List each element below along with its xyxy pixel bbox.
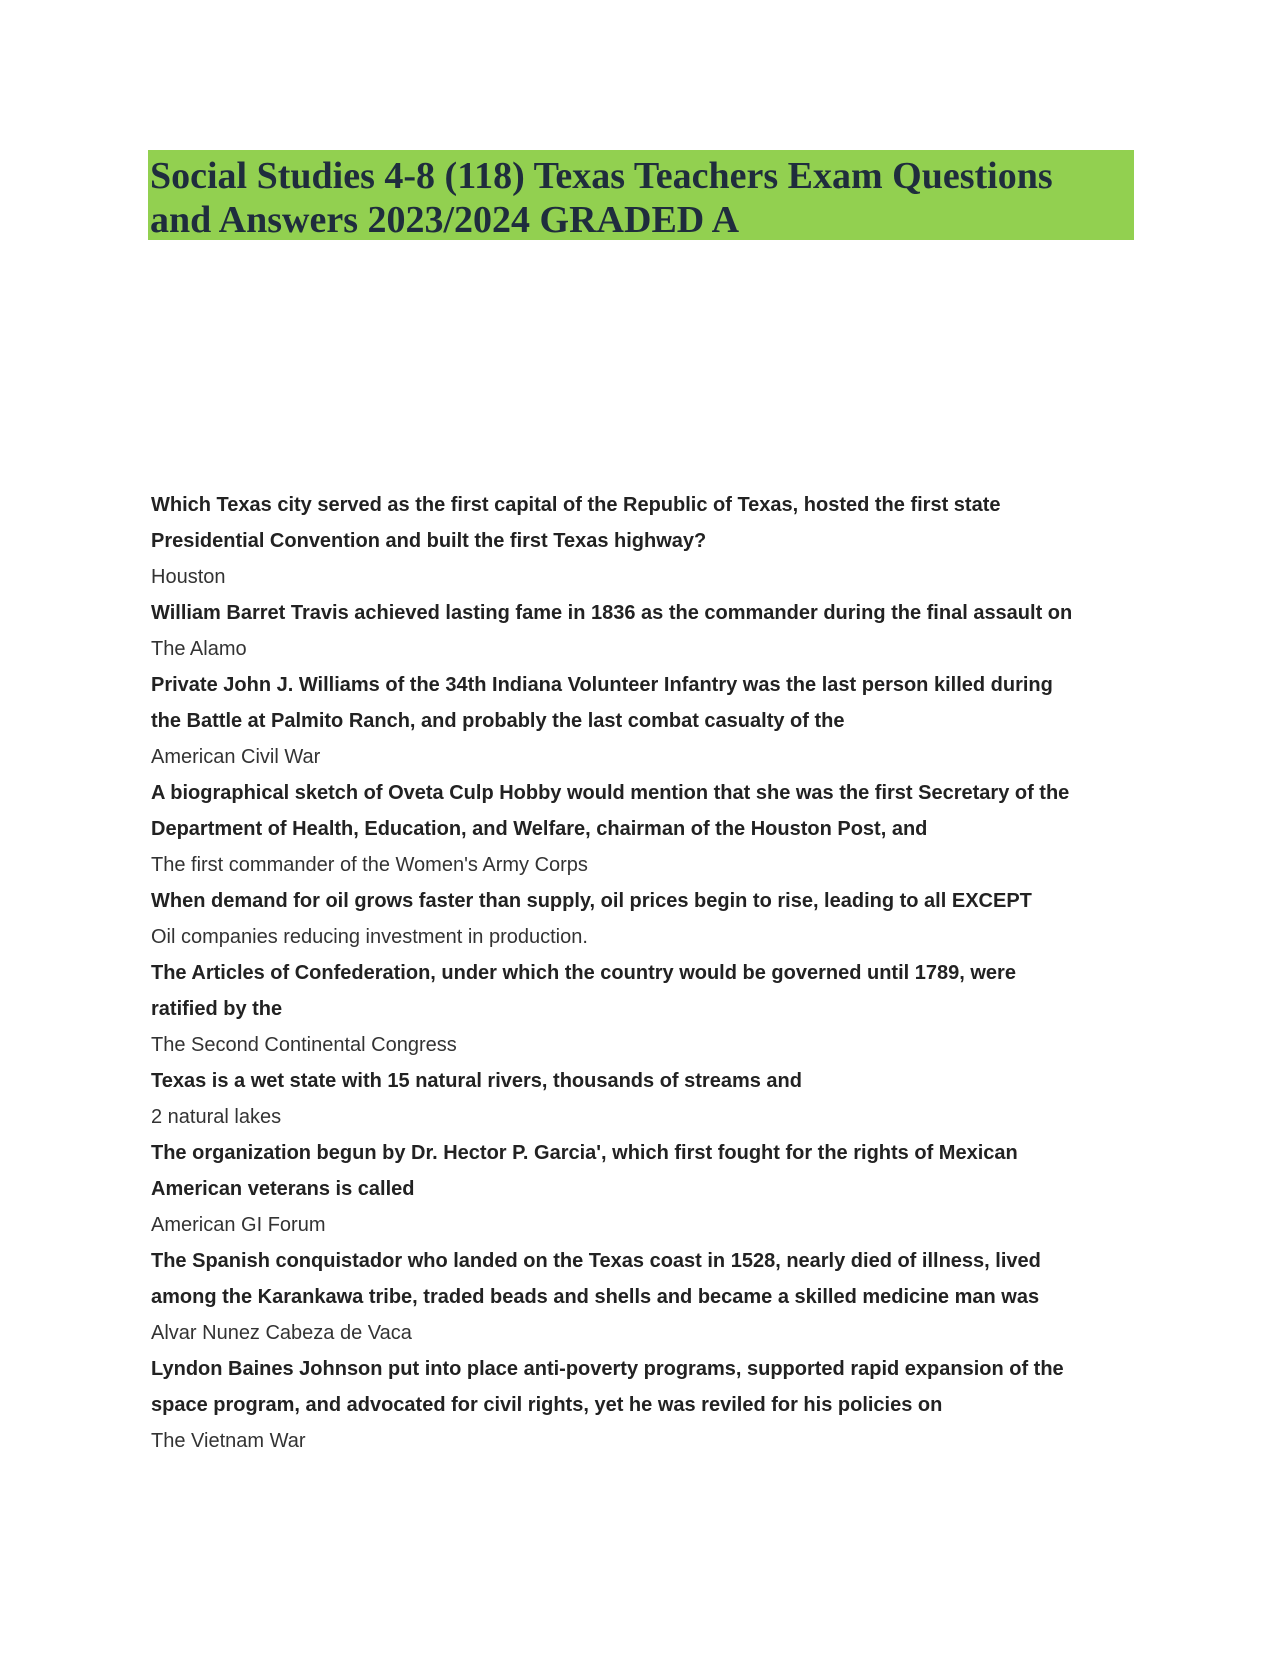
question-line: The organization begun by Dr. Hector P. Garcia', which first fought for the rights of Mexican bbox=[151, 1142, 1018, 1164]
qa-item-10 bbox=[151, 1351, 1131, 1459]
question-line: Texas is a wet state with 15 natural rivers, thousands of streams and bbox=[151, 1070, 802, 1092]
qa-item-5 bbox=[151, 883, 1131, 955]
question-line: Department of Health, Education, and Welfare, chairman of the Houston Post, and bbox=[151, 818, 928, 840]
question-line: among the Karankawa tribe, traded beads and shells and became a skilled medicine man was bbox=[151, 1286, 1040, 1308]
question-line: When demand for oil grows faster than supply, oil prices begin to rise, leading to all EXCEPT bbox=[151, 890, 1032, 912]
qa-item-6 bbox=[151, 955, 1131, 1063]
qa-item-1 bbox=[151, 487, 1131, 595]
answer-text: The Second Continental Congress bbox=[151, 1034, 457, 1056]
question-line: A biographical sketch of Oveta Culp Hobby would mention that she was the first Secretary of the bbox=[151, 782, 1070, 804]
question-line: Which Texas city served as the first capital of the Republic of Texas, hosted the first state bbox=[151, 494, 1001, 516]
question-line: the Battle at Palmito Ranch, and probably the last combat casualty of the bbox=[151, 710, 845, 732]
answer-text: American Civil War bbox=[151, 746, 321, 768]
question-line: Presidential Convention and built the first Texas highway? bbox=[151, 530, 707, 552]
qa-item-8 bbox=[151, 1135, 1131, 1243]
answer-text: Oil companies reducing investment in production. bbox=[151, 926, 588, 948]
question-line: William Barret Travis achieved lasting fame in 1836 as the commander during the final assault on bbox=[151, 602, 1073, 624]
question-line: The Articles of Confederation, under which the country would be governed until 1789, were bbox=[151, 962, 1016, 984]
question-line: American veterans is called bbox=[151, 1178, 415, 1200]
answer-text: Alvar Nunez Cabeza de Vaca bbox=[151, 1322, 412, 1344]
title-line-1: Social Studies 4-8 (118) Texas Teachers Exam Questions bbox=[150, 155, 1053, 197]
question-line: ratified by the bbox=[151, 998, 283, 1020]
qa-item-2 bbox=[151, 595, 1131, 667]
title-line-2: and Answers 2023/2024 GRADED A bbox=[150, 199, 740, 241]
qa-item-3 bbox=[151, 667, 1131, 775]
answer-text: The Vietnam War bbox=[151, 1430, 306, 1452]
question-line: Lyndon Baines Johnson put into place anti-poverty programs, supported rapid expansion of the bbox=[151, 1358, 1064, 1380]
question-line: Private John J. Williams of the 34th Indiana Volunteer Infantry was the last person killed during bbox=[151, 674, 1053, 696]
document-title bbox=[148, 150, 1134, 240]
answer-text: The Alamo bbox=[151, 638, 247, 660]
qa-list bbox=[151, 487, 1131, 1459]
qa-item-7 bbox=[151, 1063, 1131, 1135]
question-line: The Spanish conquistador who landed on the Texas coast in 1528, nearly died of illness, lived bbox=[151, 1250, 1041, 1272]
qa-item-9 bbox=[151, 1243, 1131, 1351]
qa-item-4 bbox=[151, 775, 1131, 883]
answer-text: 2 natural lakes bbox=[151, 1106, 282, 1128]
answer-text: The first commander of the Women's Army Corps bbox=[151, 854, 588, 876]
answer-text: Houston bbox=[151, 566, 226, 588]
question-line: space program, and advocated for civil rights, yet he was reviled for his policies on bbox=[151, 1394, 943, 1416]
answer-text: American GI Forum bbox=[151, 1214, 326, 1236]
